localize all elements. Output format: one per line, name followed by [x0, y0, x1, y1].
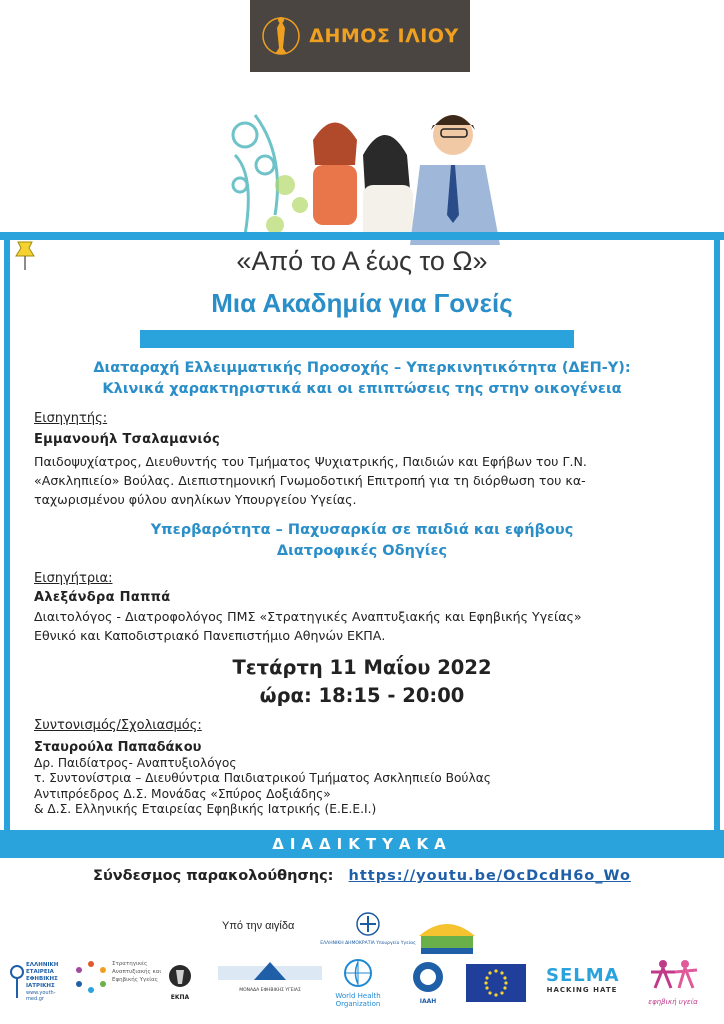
top-divider: [0, 232, 724, 240]
session1-speaker-bio: [34, 452, 694, 509]
session1-speaker-name: Εμμανουήλ Τσαλαμανιός: [34, 432, 220, 447]
session2-speaker-label: Εισηγήτρια:: [34, 571, 113, 586]
greek-republic-logo: [320, 910, 416, 956]
partner-efiviki-logo: [628, 958, 718, 1006]
program-title: «Από το Α έως το Ω»: [236, 246, 488, 276]
people-circle-icon: [74, 960, 108, 994]
coordinator-line: Δρ. Παιδίατρος- Αναπτυξιολόγος: [34, 755, 237, 770]
bio-line: Διαιτολόγος - Διατροφολόγος ΠΜΣ «Στρατηγικές Αναπτυξιακής και Εφηβικής Υγείας»: [34, 609, 582, 624]
session1-heading: [0, 358, 724, 400]
partner-name: ΕΚΠΑ: [170, 994, 190, 1001]
bio-line: Εθνικό και Καποδιστριακό Πανεπιστήμιο Αθηνών ΕΚΠΑ.: [34, 628, 386, 643]
session1-heading-line1: Διαταραχή Ελλειμματικής Προσοχής – Υπερκινητικότητα (ΔΕΠ-Υ):: [93, 360, 631, 376]
stream-label: Σύνδεσμος παρακολούθησης:: [93, 868, 334, 884]
session2-heading-line1: Υπερβαρότητα – Παχυσαρκία σε παιδιά και εφήβους: [150, 522, 574, 538]
athena-icon: [168, 962, 192, 990]
session2-heading: [0, 520, 724, 562]
stream-link-row: [0, 868, 724, 884]
partner-name: εφηβική υγεία: [648, 998, 698, 1006]
partner-selma-logo: [546, 966, 618, 994]
iaah-icon: [411, 960, 445, 994]
program-subtitle: Μια Ακαδημία για Γονείς: [211, 288, 513, 318]
bio-line: Παιδοψυχίατρος, Διευθυντής του Τμήματος Ψυχιατρικής, Παιδιών και Εφήβων του Γ.Ν.: [34, 454, 587, 469]
partner-name: IAAH: [419, 998, 437, 1005]
coordinator-line: τ. Συντονίστρια – Διευθύντρια Παιδιατρικού Τμήματος Ασκληπιείο Βούλας: [34, 771, 491, 785]
coordinator-line: & Δ.Σ. Ελληνικής Εταιρείας Εφηβικής Ιατρικής (Ε.Ε.Ε.Ι.): [34, 802, 377, 816]
municipality-logo: [250, 0, 470, 72]
session2-speaker-name: Αλεξάνδρα Παππά: [34, 590, 171, 605]
session1-heading-line2: Κλινικά χαρακτηριστικά και οι επιπτώσεις της στην οικογένεια: [102, 381, 622, 397]
session1-speaker-label: Εισηγητής:: [34, 411, 108, 426]
partner-name: ΕΛΛΗΝΙΚΗ ΕΤΑΙΡΕΙΑ ΕΦΗΒΙΚΗΣ ΙΑΤΡΙΚΗΣ: [26, 962, 59, 989]
online-banner: ΔΙΑΔΙΚΤΥΑΚΑ: [0, 830, 724, 858]
event-date: Τετάρτη 11 Μαΐου 2022: [232, 656, 492, 679]
eu-flag-icon: [466, 964, 526, 1002]
partner-iaah-logo: [402, 960, 454, 1005]
aegis-label: Υπό την αιγίδα: [222, 920, 295, 932]
coordinator-name: Σταυρούλα Παπαδάκου: [34, 740, 202, 755]
jumping-figures-icon: [643, 958, 703, 994]
session2-heading-line2: Διατροφικές Οδηγίες: [276, 543, 448, 559]
youtube-link[interactable]: https://youtu.be/OcDcdH6o_Wo: [348, 868, 631, 884]
family-illustration: [215, 95, 515, 245]
ekp-logo: [415, 912, 479, 956]
session2-speaker-bio: [34, 607, 694, 645]
partner-logos: [0, 958, 724, 1024]
partner-eeei-logo: [8, 962, 70, 1002]
partner-strategies-logo: [74, 960, 166, 994]
partner-adolescent-unit-logo: [214, 960, 326, 993]
partner-ekpa-logo: [164, 962, 196, 1001]
title-underline-bar: [140, 330, 574, 348]
partner-name: SELMA: [546, 965, 620, 986]
unit-building-icon: [214, 960, 326, 984]
statue-emblem-icon: [261, 8, 301, 64]
eu-stars-icon: [466, 964, 526, 1002]
partner-name: ΜΟΝΑΔΑ ΕΦΗΒΙΚΗΣ ΥΓΕΙΑΣ: [239, 988, 301, 993]
municipality-name: ΔΗΜΟΣ ΙΛΙΟΥ: [309, 25, 459, 47]
bio-line: ταχωρισμένου φύλου ανηλίκων Υπουργείου Υγείας.: [34, 492, 357, 507]
partner-sub: HACKING HATE: [546, 986, 618, 994]
event-time: ώρα: 18:15 - 20:00: [259, 684, 465, 707]
coordinator-line: Αντιπρόεδρος Δ.Σ. Μονάδας «Σπύρος Δοξιάδης»: [34, 786, 331, 801]
eeei-icon: [8, 962, 26, 1002]
partner-who-logo: [330, 958, 386, 1008]
coordination-details: [34, 740, 694, 818]
bio-line: «Ασκληπιείο» Βούλας. Διεπιστημονική Γνωμοδοτική Επιτροπή για τη διόρθωση του κα-: [34, 473, 586, 488]
coordination-label: Συντονισμός/Σχολιασμός:: [34, 718, 202, 733]
partner-name: World Health Organization: [335, 992, 381, 1008]
gov-logo-text: ΕΛΛΗΝΙΚΗ ΔΗΜΟΚΡΑΤΙΑ Υπουργείο Υγείας: [320, 941, 416, 946]
partner-sub: www.youth-med.gr: [26, 990, 56, 1002]
partner-name: Στρατηγικές Αναπτυξιακής και Εφηβικής Υγείας: [112, 961, 162, 983]
who-globe-icon: [343, 958, 373, 988]
